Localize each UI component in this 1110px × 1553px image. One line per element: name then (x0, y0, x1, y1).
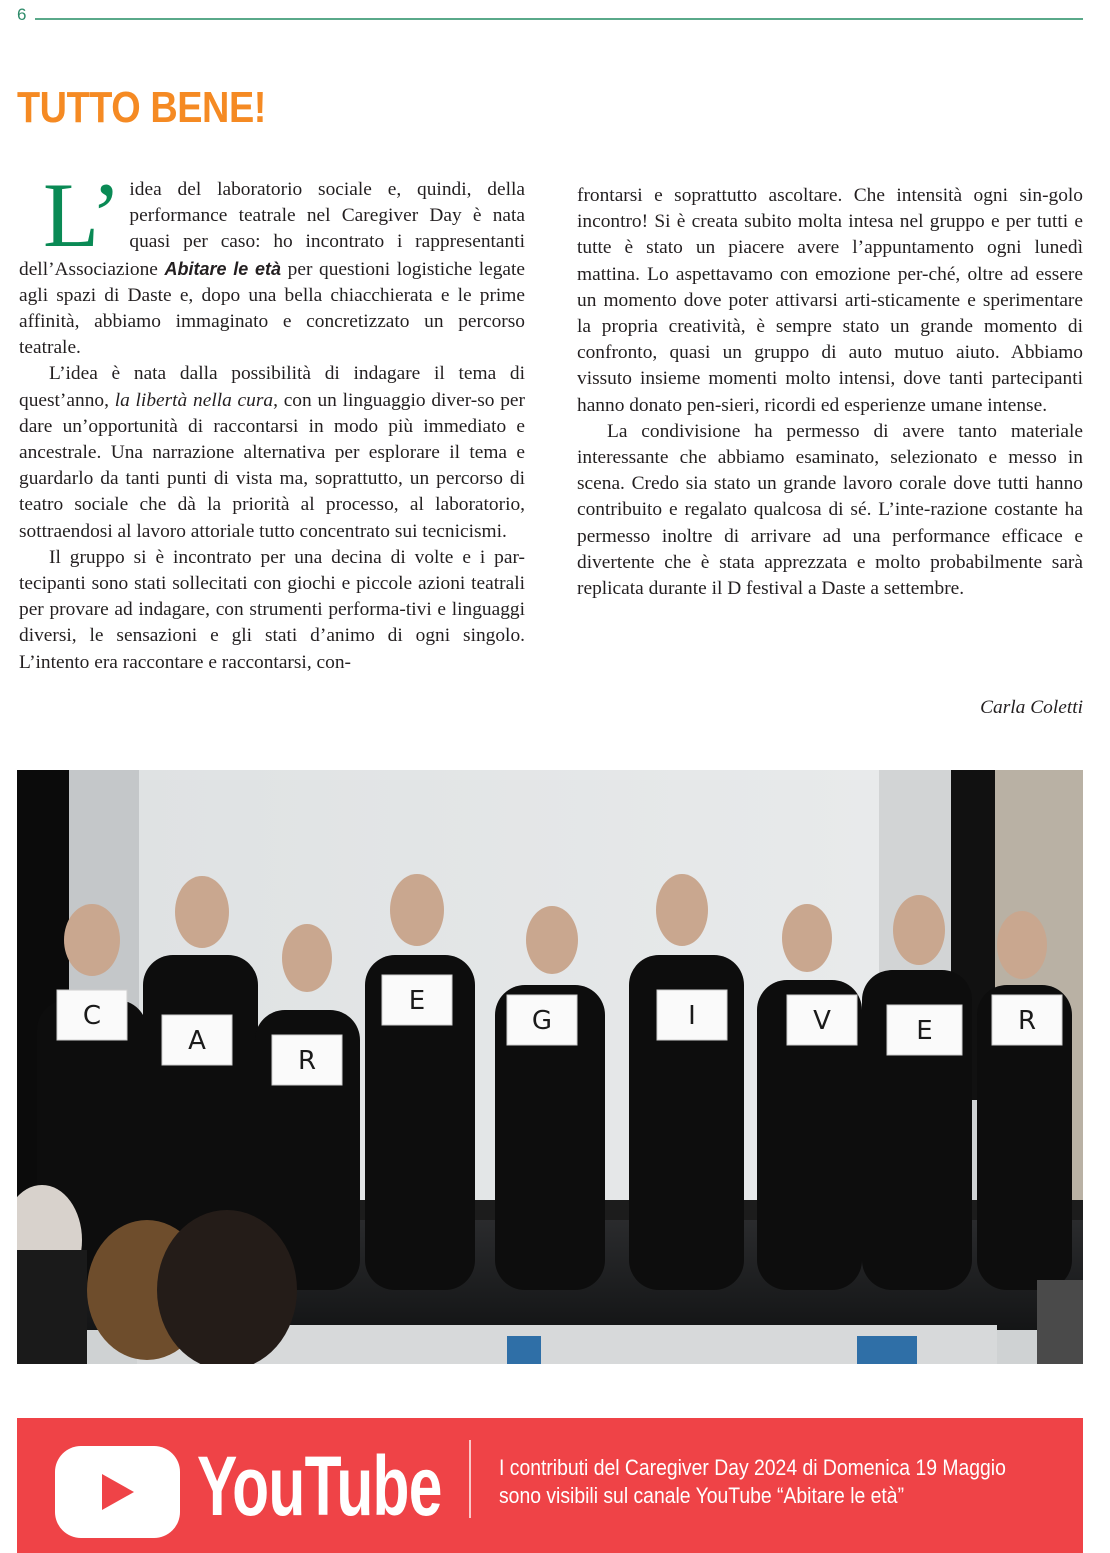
sign-letter: V (813, 1006, 831, 1036)
association-name: Abitare le età (164, 258, 282, 279)
youtube-play-icon (55, 1446, 180, 1538)
youtube-banner[interactable] (17, 1418, 1083, 1553)
article-title: TUTTO BENE! (17, 83, 266, 132)
banner-message (499, 1454, 1006, 1510)
sign-letter: E (916, 1016, 933, 1046)
sign-letter: C (82, 1001, 102, 1031)
sign-letter: R (1017, 1006, 1037, 1036)
paragraph: frontarsi e soprattutto ascoltare. Che intensità ogni sin-golo incontro! Si è creata subito molta intesa nel gruppo e per tutti e tutte è stato un piacere avere l’appuntamento ogni lunedì mattina. Lo aspettavamo con emozione per-ché, oltre ad essere un momento dove poter attivarsi arti-sticamente e sperimentare la propria creatività, è sempre stato un grande momento di confronto, quasi un gruppo di auto mutuo aiuto. Abbiamo vissuto insieme momenti molto intensi, dove tanti partecipanti hanno donato pen-sieri, ricordi ed esperienze umane intense. (577, 185, 1083, 416)
sign-letter: R (297, 1046, 317, 1076)
sign-letter: I (688, 1001, 696, 1031)
sign-letter: A (188, 1026, 206, 1056)
paragraph (19, 361, 525, 544)
page-header (17, 4, 1083, 26)
youtube-wordmark: YouTube (197, 1439, 442, 1533)
play-triangle-icon (102, 1474, 134, 1510)
paragraph (19, 164, 525, 361)
author-signature: Carla Coletti (980, 697, 1083, 718)
banner-line-1: I contributi del Caregiver Day 2024 di Domenica 19 Maggio (499, 1455, 1006, 1480)
stage-photo-illustration (17, 770, 1083, 1364)
stage-photo (17, 770, 1083, 1364)
drop-cap: L’ (43, 164, 122, 266)
paragraph: La condivisione ha permesso di avere tanto materiale interessante che abbiamo esaminato, selezionato e messo in scena. Credo sia stato un grande lavoro corale dove tutti hanno contribuito e regalato qualcosa di sé. L’inte-razione costante ha permesso inoltre di arrivare ad una performance efficace e divertente che è stata apprezzata e molto probabilmente sarà replicata durante il D festival a Daste a settembre. (577, 420, 1083, 600)
header-rule (35, 18, 1083, 20)
article-column-left (19, 164, 525, 676)
paragraph-text: L’idea è nata dalla possibilità di indagare il tema di quest’anno, (19, 363, 525, 411)
page-number: 6 (17, 5, 27, 24)
banner-line-2: sono visibili sul canale YouTube “Abitare le età” (499, 1483, 905, 1508)
paragraph: Il gruppo si è incontrato per una decina di volte e i par-tecipanti sono stati sollecitati con giochi e piccole azioni teatrali per provare ad indagare, con strumenti performa-tivi e linguaggi diversi, le sensazioni e gli stati d’animo di ogni singolo. L’intento era raccontare e raccontarsi, con- (19, 546, 525, 673)
paragraph-text: , con un linguaggio diver-so per dare un’opportunità di raccontarsi in modo più immediato e ancestrale. Una narrazione alternativa per esplorare il tema e guardarlo da tanti punti di vista ma, soprattutto, un percorso di teatro sociale che dà la priorità al processo, al laboratorio, sottraendosi al lavoro attoriale tutto concentrato sui tecnicismi. (19, 389, 525, 542)
paragraph-text: idea del laboratorio sociale e, quindi, della performance teatrale nel Caregiver Day è nata quasi per caso: ho incontrato i rappresentanti dell’Associazione (19, 179, 525, 280)
article-column-right (577, 183, 1083, 602)
sign-letter: E (408, 986, 426, 1016)
paragraph-text: per questioni logistiche legate agli spazi di Daste e, dopo una bella chiacchierata e le prime affinità, abbiamo immaginato e concretizzato un percorso teatrale. (19, 258, 525, 359)
banner-divider (469, 1440, 471, 1518)
sign-letter: G (531, 1006, 553, 1036)
theme-emphasis: la libertà nella cura (114, 389, 274, 411)
